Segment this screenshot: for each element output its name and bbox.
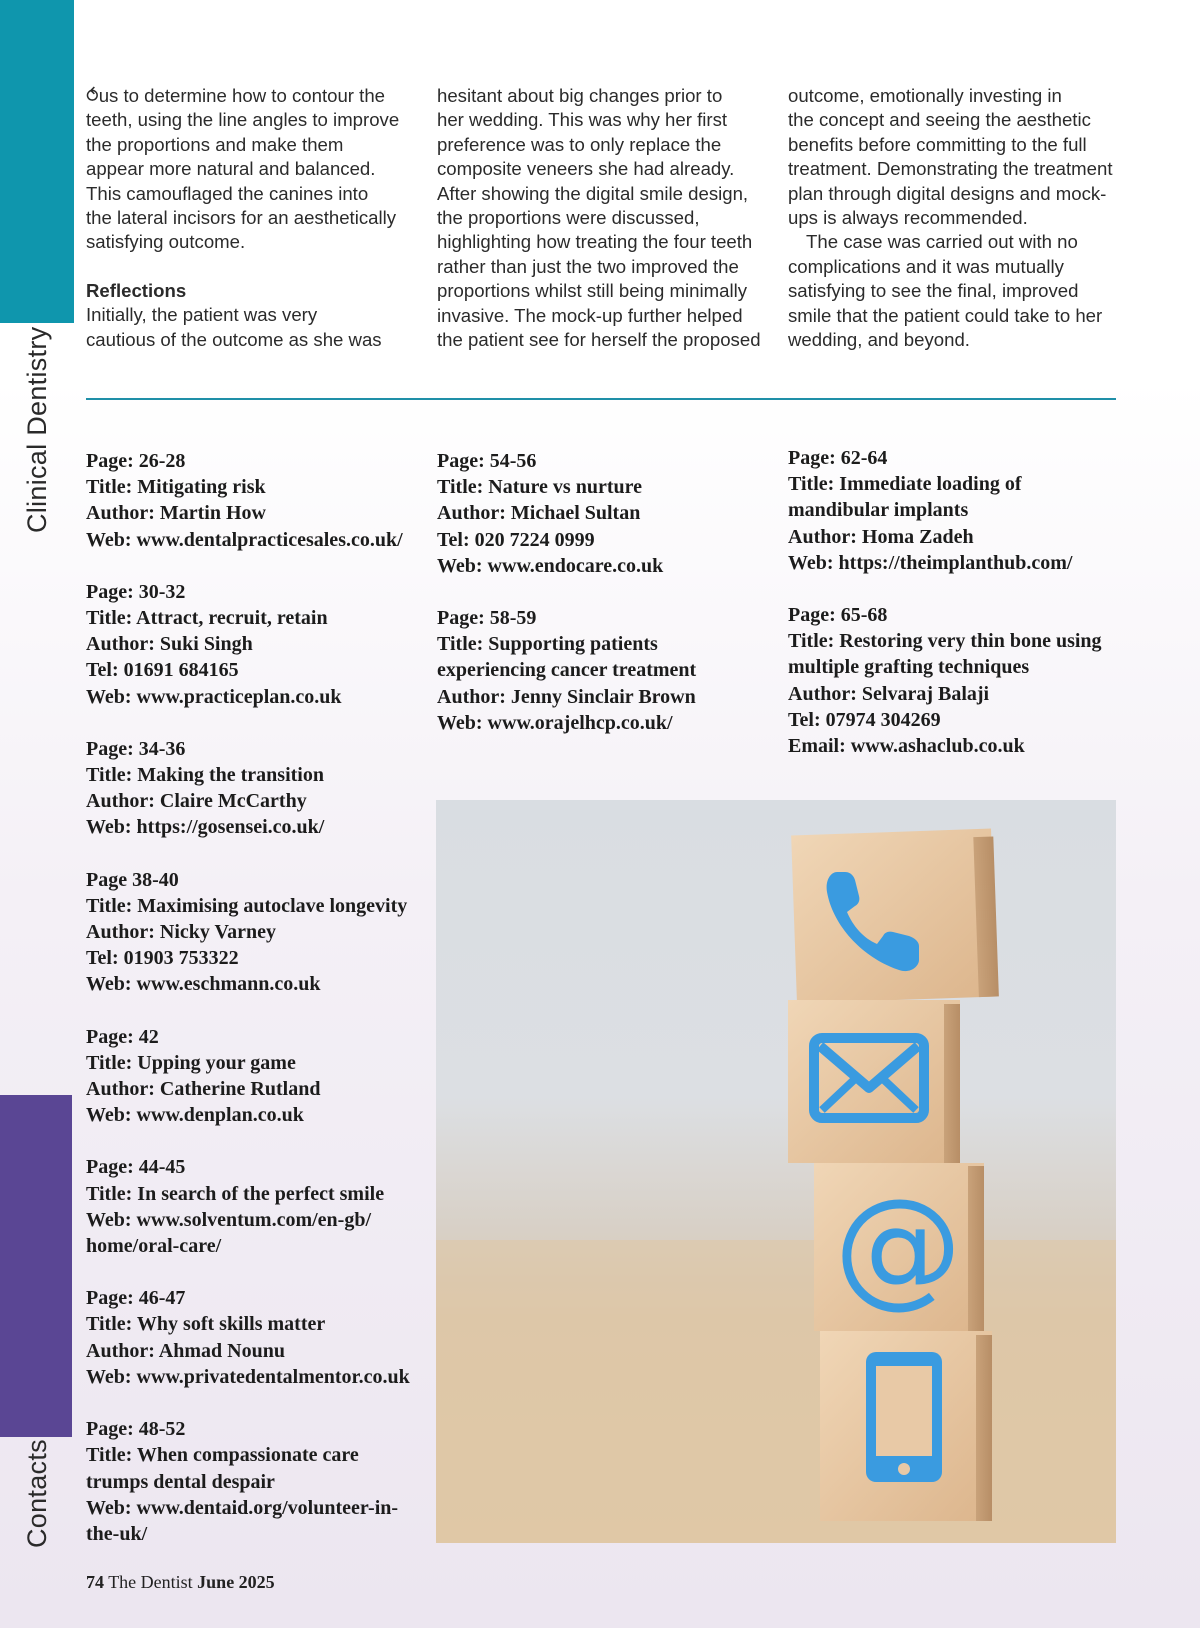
contact-line: Title: Attract, recruit, retain	[86, 607, 328, 630]
article-paragraph: ⥀us to determine how to contour the teeth, using the line angles to improve the proportions and make them appear more natural and balanced. This camouflaged the canines into the lateral incisors for an aesthetically satisfying outcome.	[86, 85, 400, 253]
mobile-device-icon	[866, 1352, 942, 1482]
contacts-column-2	[437, 448, 777, 762]
table-surface	[436, 1240, 1116, 1543]
contact-line: Email: www.ashaclub.co.uk	[788, 735, 1025, 758]
contact-line: Page: 62-64	[788, 447, 888, 469]
contact-line: Page 38-40	[86, 868, 179, 891]
publication-name: The Dentist	[108, 1572, 193, 1592]
contact-line: Tel: 07974 304269	[788, 708, 941, 731]
contact-line: Title: In search of the perfect smile	[86, 1182, 385, 1205]
contact-entry	[86, 448, 426, 553]
article-paragraph: The case was carried out with no complications and it was mutually satisfying to see the final, improved smile that the patient could take to her wedding, and beyond.	[788, 231, 1103, 351]
contact-line: Tel: 01691 684165	[86, 659, 239, 682]
contact-line: Author: Michael Sultan	[437, 502, 641, 525]
contact-entry	[788, 445, 1133, 576]
contact-line: Web: www.dentaid.org/volunteer-in-	[86, 1496, 399, 1519]
contact-line: Author: Claire McCarthy	[86, 790, 307, 813]
at-sign-icon	[834, 1172, 962, 1321]
contact-line: Page: 54-56	[437, 450, 537, 472]
contact-line: Page: 65-68	[788, 604, 888, 627]
contact-entry	[86, 579, 426, 710]
contact-entry	[788, 602, 1133, 759]
contact-line: Title: Why soft skills matter	[86, 1313, 326, 1336]
contact-line: Page: 58-59	[437, 607, 537, 630]
wood-block-phone	[791, 829, 999, 1004]
contact-line: Page: 44-45	[86, 1156, 186, 1179]
contact-line: Page: 42	[86, 1025, 159, 1048]
article-column-2	[437, 84, 762, 352]
contact-line: Web: www.practiceplan.co.uk	[86, 685, 342, 708]
contact-line: Web: www.solventum.com/en-gb/	[86, 1208, 371, 1231]
contact-line: Author: Selvaraj Balaji	[788, 682, 990, 705]
contact-line: Web: www.eschmann.co.uk	[86, 973, 321, 996]
contact-entry	[437, 605, 777, 736]
contact-line: Author: Suki Singh	[86, 633, 253, 656]
contact-line: Web: www.orajelhcp.co.uk/	[437, 711, 673, 734]
section-divider	[86, 398, 1116, 400]
section-label-contacts: Contacts	[22, 1439, 52, 1548]
contact-line: experiencing cancer treatment	[437, 659, 697, 682]
contact-line: the-uk/	[86, 1522, 148, 1545]
contact-line: Title: Nature vs nurture	[437, 476, 642, 499]
contact-line: Page: 46-47	[86, 1287, 186, 1310]
contact-line: Page: 30-32	[86, 580, 186, 603]
contact-line: Author: Catherine Rutland	[86, 1078, 321, 1101]
contact-entry	[86, 1154, 426, 1259]
contact-line: Page: 48-52	[86, 1418, 186, 1441]
contact-line: Author: Jenny Sinclair Brown	[437, 685, 696, 708]
article-paragraph: Initially, the patient was very cautious of the outcome as she was	[86, 304, 382, 350]
contact-entry	[86, 867, 426, 998]
contact-line: mandibular implants	[788, 499, 969, 522]
contact-line: trumps dental despair	[86, 1470, 275, 1493]
section-label-clinical: Clinical Dentistry	[22, 326, 52, 533]
contact-line: home/oral-care/	[86, 1235, 222, 1258]
contact-line: Title: Mitigating risk	[86, 476, 266, 499]
section-tab-purple	[0, 1095, 72, 1437]
contact-line: Web: https://theimplanthub.com/	[788, 551, 1073, 574]
contact-line: Title: Maximising autoclave longevity	[86, 894, 408, 917]
contacts-column-3	[788, 445, 1133, 785]
contact-line: Title: When compassionate care	[86, 1444, 359, 1467]
contact-line: Title: Making the transition	[86, 764, 324, 787]
contact-line: Web: www.denplan.co.uk	[86, 1104, 304, 1127]
contact-line: Page: 34-36	[86, 737, 186, 760]
contact-line: Author: Nicky Varney	[86, 921, 277, 944]
contact-line: Web: https://gosensei.co.uk/	[86, 816, 325, 839]
svg-text:@: @	[834, 1172, 962, 1321]
contact-line: Title: Upping your game	[86, 1051, 296, 1074]
page-number: 74	[86, 1572, 104, 1592]
contact-line: Web: www.endocare.co.uk	[437, 554, 664, 577]
contact-line: Web: www.privatedentalmentor.co.uk	[86, 1365, 410, 1388]
contact-entry	[437, 448, 777, 579]
contact-line: Tel: 01903 753322	[86, 947, 239, 970]
contact-line: Tel: 020 7224 0999	[437, 528, 595, 551]
contact-line: Title: Immediate loading of	[788, 473, 1022, 496]
article-paragraph: hesitant about big changes prior to her wedding. This was why her first preference was to only replace the composite veneers she had already. After showing the digital smile design, the proportions were discussed, highlighting how treating the four teeth rather than just the two improved the proportions whilst still being minimally invasive. The mock-up further helped the patient see for herself the proposed	[437, 85, 761, 351]
contact-blocks-photo	[436, 800, 1116, 1543]
contact-line: Author: Martin How	[86, 502, 266, 525]
contact-line: Title: Supporting patients	[437, 633, 658, 656]
contact-line: Author: Ahmad Nounu	[86, 1339, 285, 1362]
photo-illustration	[436, 800, 1116, 1543]
contact-line: Author: Homa Zadeh	[788, 525, 974, 548]
contact-entry	[86, 1024, 426, 1129]
contact-entry	[86, 1285, 426, 1390]
contact-entry	[86, 1416, 426, 1547]
contact-line: multiple grafting techniques	[788, 656, 1030, 679]
contacts-column-1	[86, 448, 426, 1573]
contact-line: Title: Restoring very thin bone using	[788, 630, 1102, 653]
contact-entry	[86, 736, 426, 841]
contact-line: Web: www.dentalpracticesales.co.uk/	[86, 528, 403, 551]
article-column-3	[788, 84, 1113, 352]
article-column-1	[86, 84, 411, 352]
contact-line: Page: 26-28	[86, 450, 186, 472]
reflections-heading: Reflections	[86, 279, 187, 301]
issue-date: June 2025	[197, 1572, 275, 1592]
article-paragraph: outcome, emotionally investing in the concept and seeing the aesthetic benefits before committing to the full treatment. Demonstrating the treatment plan through digital designs and mock- ups is always recommended.	[788, 85, 1113, 229]
page-footer	[86, 1572, 275, 1593]
section-tab-teal	[0, 0, 74, 323]
